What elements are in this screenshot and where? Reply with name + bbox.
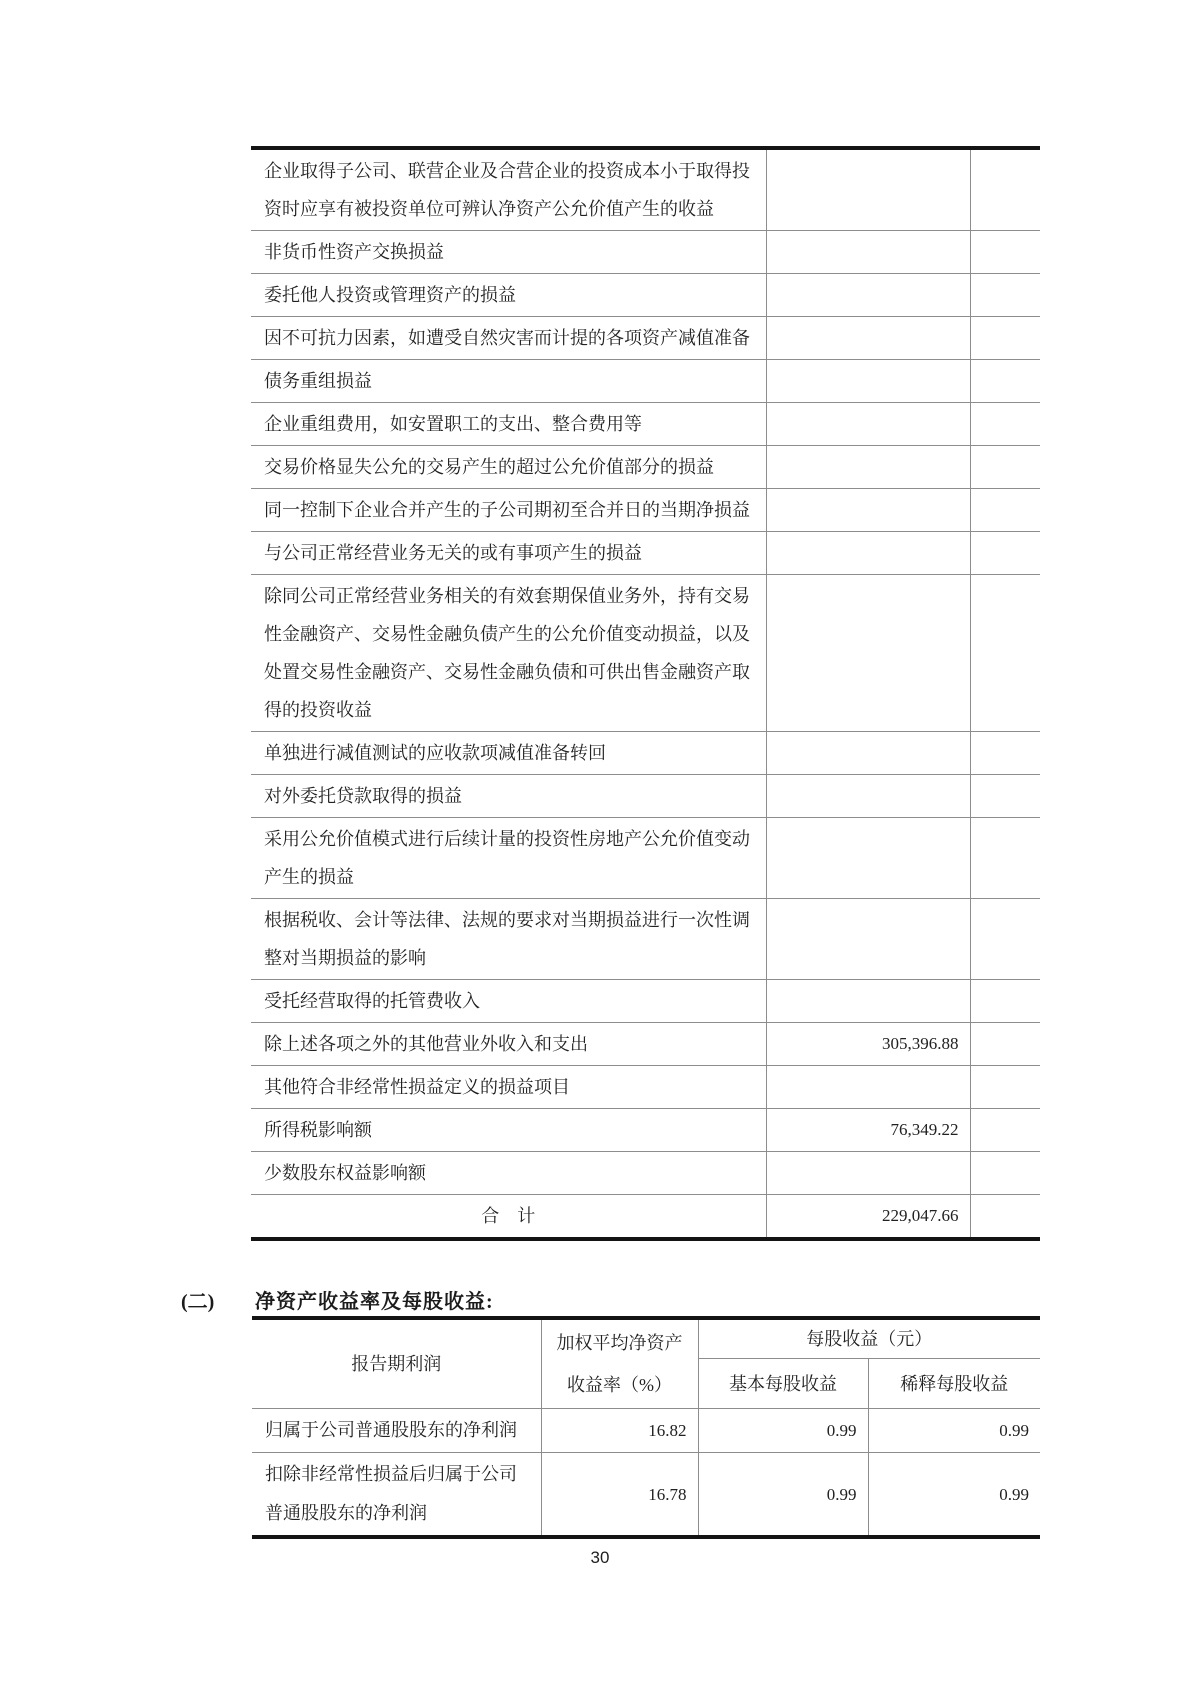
amount-cell: 229,047.66 [766, 1195, 970, 1240]
eps-group-header: 每股收益（元） [698, 1318, 1040, 1359]
table-row [251, 532, 1040, 575]
amount-cell [766, 980, 970, 1023]
item: 归属于公司普通股股东的净利润 [252, 1409, 541, 1453]
table-row [251, 489, 1040, 532]
table-row [252, 1453, 1040, 1538]
period-profit-header: 报告期利润 [252, 1318, 541, 1409]
item-cell: 所得税影响额 [251, 1109, 766, 1152]
item-cell: 对外委托贷款取得的损益 [251, 775, 766, 818]
item-cell: 根据税收、会计等法律、法规的要求对当期损益进行一次性调整对当期损益的影响 [251, 899, 766, 980]
empty-cell [970, 980, 1040, 1023]
weighted-roe-header: 加权平均净资产 收益率（%） [541, 1318, 698, 1409]
empty-cell [970, 446, 1040, 489]
eps-basic-cell: 0.99 [698, 1453, 868, 1538]
table-row [251, 446, 1040, 489]
amount-cell [766, 317, 970, 360]
amount-cell [766, 489, 970, 532]
amount-cell [766, 1152, 970, 1195]
amount-cell [766, 148, 970, 231]
amount-cell [766, 360, 970, 403]
item-cell: 企业取得子公司、联营企业及合营企业的投资成本小于取得投资时应享有被投资单位可辨认净资产公允价值产生的收益 [251, 148, 766, 231]
amount-cell [766, 231, 970, 274]
roe-eps-table [252, 1316, 1040, 1539]
amount-cell [766, 446, 970, 489]
empty-cell [970, 489, 1040, 532]
table-row [251, 1195, 1040, 1240]
item-cell: 单独进行减值测试的应收款项减值准备转回 [251, 732, 766, 775]
table-row [251, 980, 1040, 1023]
table-row [251, 231, 1040, 274]
amount-cell [766, 575, 970, 732]
table-row [251, 1109, 1040, 1152]
item-cell: 企业重组费用，如安置职工的支出、整合费用等 [251, 403, 766, 446]
item: 扣除非经常性损益后归属于公司普通股股东的净利润 [252, 1453, 541, 1538]
non-recurring-items-table [251, 146, 1040, 1241]
item-cell: 受托经营取得的托管费收入 [251, 980, 766, 1023]
empty-cell [970, 732, 1040, 775]
page-number: 30 [590, 1548, 610, 1567]
amount-cell: 305,396.88 [766, 1023, 970, 1066]
eps-diluted-cell: 0.99 [868, 1409, 1040, 1453]
section-heading [181, 1285, 494, 1314]
item-cell: 采用公允价值模式进行后续计量的投资性房地产公允价值变动产生的损益 [251, 818, 766, 899]
table-row [251, 575, 1040, 732]
empty-cell [970, 1066, 1040, 1109]
eps-diluted-cell: 0.99 [868, 1453, 1040, 1538]
table-row [251, 1066, 1040, 1109]
table-row [251, 899, 1040, 980]
table-row [251, 775, 1040, 818]
amount-cell [766, 899, 970, 980]
table-row [251, 732, 1040, 775]
table-row [251, 403, 1040, 446]
empty-cell [970, 1109, 1040, 1152]
table-row [251, 274, 1040, 317]
empty-cell [970, 1152, 1040, 1195]
roe-cell: 16.82 [541, 1409, 698, 1453]
item-cell: 债务重组损益 [251, 360, 766, 403]
item-cell: 因不可抗力因素，如遭受自然灾害而计提的各项资产减值准备 [251, 317, 766, 360]
table-row [251, 1023, 1040, 1066]
item-cell: 与公司正常经营业务无关的或有事项产生的损益 [251, 532, 766, 575]
amount-cell [766, 403, 970, 446]
eps-basic-header: 基本每股收益 [698, 1359, 868, 1409]
empty-cell [970, 575, 1040, 732]
table-row [251, 360, 1040, 403]
empty-cell [970, 148, 1040, 231]
item-cell: 交易价格显失公允的交易产生的超过公允价值部分的损益 [251, 446, 766, 489]
table-row [251, 818, 1040, 899]
item-cell: 合 计 [251, 1195, 766, 1240]
empty-cell [970, 403, 1040, 446]
item-cell: 委托他人投资或管理资产的损益 [251, 274, 766, 317]
amount-cell [766, 732, 970, 775]
item-cell: 少数股东权益影响额 [251, 1152, 766, 1195]
section-index: (二) [181, 1291, 215, 1313]
item-cell: 其他符合非经常性损益定义的损益项目 [251, 1066, 766, 1109]
empty-cell [970, 360, 1040, 403]
eps-basic-cell: 0.99 [698, 1409, 868, 1453]
item-cell: 同一控制下企业合并产生的子公司期初至合并日的当期净损益 [251, 489, 766, 532]
amount-cell [766, 775, 970, 818]
section-title: 净资产收益率及每股收益: [255, 1291, 494, 1313]
item-cell: 除同公司正常经营业务相关的有效套期保值业务外，持有交易性金融资产、交易性金融负债产生的公允价值变动损益，以及处置交易性金融资产、交易性金融负债和可供出售金融资产取得的投资收益 [251, 575, 766, 732]
amount-cell [766, 818, 970, 899]
amount-cell: 76,349.22 [766, 1109, 970, 1152]
empty-cell [970, 1195, 1040, 1240]
empty-cell [970, 532, 1040, 575]
empty-cell [970, 231, 1040, 274]
table-row [251, 148, 1040, 231]
empty-cell [970, 317, 1040, 360]
item-cell: 除上述各项之外的其他营业外收入和支出 [251, 1023, 766, 1066]
table-row [251, 317, 1040, 360]
empty-cell [970, 1023, 1040, 1066]
table-row [252, 1409, 1040, 1453]
roe-cell: 16.78 [541, 1453, 698, 1538]
table-row [251, 1152, 1040, 1195]
empty-cell [970, 775, 1040, 818]
amount-cell [766, 1066, 970, 1109]
table2-header-row-1 [252, 1318, 1040, 1359]
empty-cell [970, 818, 1040, 899]
amount-cell [766, 274, 970, 317]
eps-diluted-header: 稀释每股收益 [868, 1359, 1040, 1409]
item-cell: 非货币性资产交换损益 [251, 231, 766, 274]
empty-cell [970, 274, 1040, 317]
amount-cell [766, 532, 970, 575]
empty-cell [970, 899, 1040, 980]
